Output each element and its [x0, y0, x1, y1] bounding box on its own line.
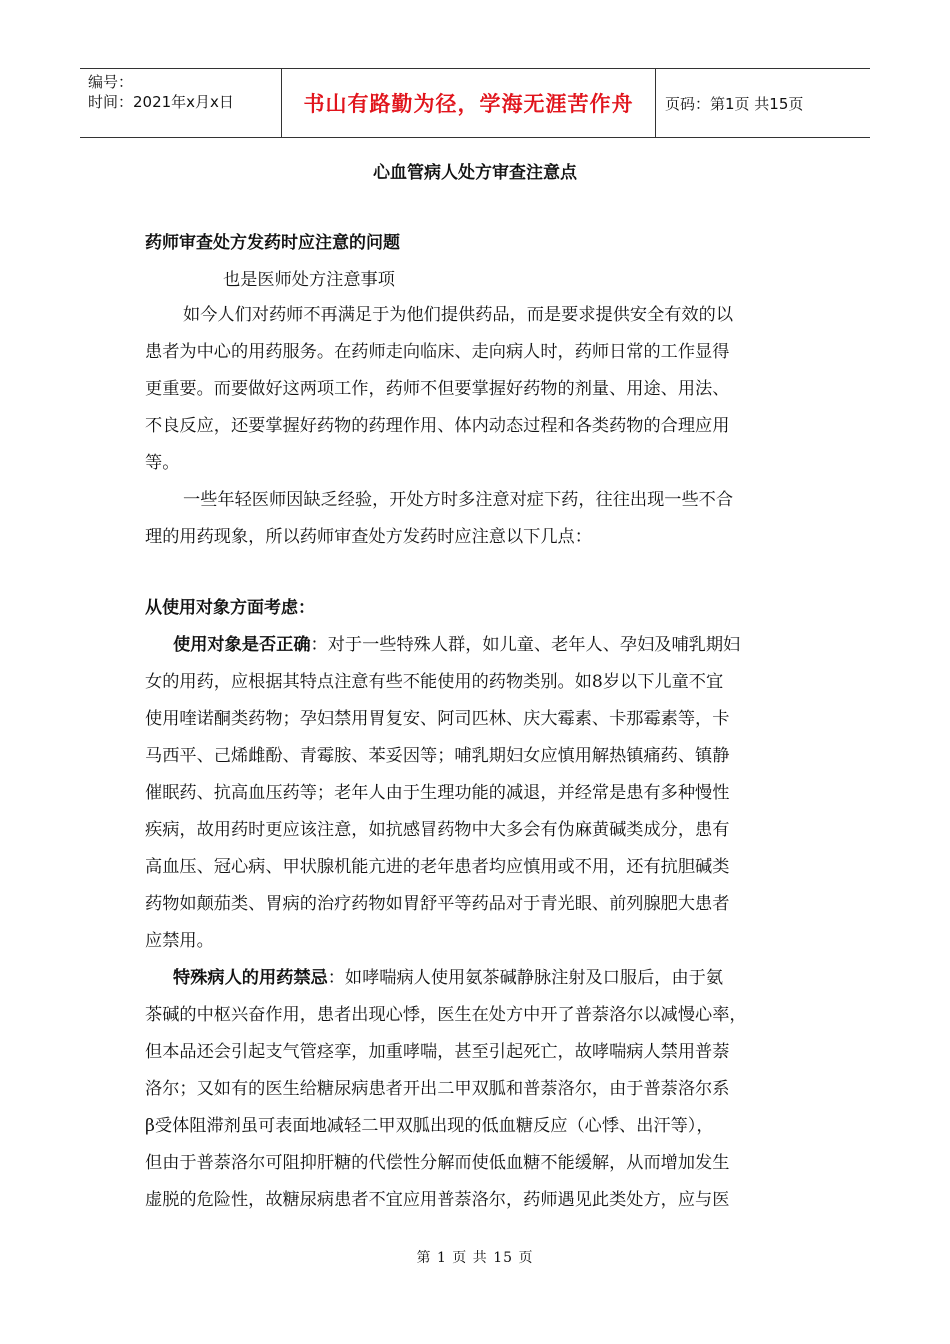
page-header [80, 68, 870, 138]
paragraph-line [173, 630, 740, 660]
document-number: 编号： [88, 73, 134, 91]
paragraph-line: 马西平、己烯雌酚、青霉胺、苯妥因等；哺乳期妇女应慎用解热镇痛药、镇静 [145, 746, 730, 766]
paragraph-line: 高血压、冠心病、甲状腺机能亢进的老年患者均应慎用或不用，还有抗胆碱类 [145, 857, 730, 877]
paragraph-line: 如今人们对药师不再满足于为他们提供药品，而是要求提供安全有效的以 [183, 305, 734, 325]
header-motto [282, 69, 656, 137]
paragraph-line: 使用喹诺酮类药物；孕妇禁用胃复安、阿司匹林、庆大霉素、卡那霉素等，卡 [145, 709, 730, 729]
paragraph-line: 但本品还会引起支气管痉挛，加重哮喘，甚至引起死亡，故哮喘病人禁用普萘 [145, 1042, 730, 1062]
paragraph-line: 一些年轻医师因缺乏经验，开处方时多注意对症下药，往往出现一些不合 [183, 490, 734, 510]
section-subheading: 也是医师处方注意事项 [223, 270, 395, 290]
paragraph-line: 不良反应，还要掌握好药物的药理作用、体内动态过程和各类药物的合理应用 [145, 416, 730, 436]
document-title: 心血管病人处方审查注意点 [373, 163, 577, 183]
paragraph-line: 虚脱的危险性，故糖尿病患者不宜应用普萘洛尔，药师遇见此类处方，应与医 [145, 1190, 730, 1210]
paragraph-line: 药物如颠茄类、胃病的治疗药物如胃舒平等药品对于青光眼、前列腺肥大患者 [145, 894, 730, 914]
paragraph-line: 理的用药现象，所以药师审查处方发药时应注意以下几点： [145, 527, 592, 547]
section-heading: 从使用对象方面考虑： [145, 598, 315, 618]
document-time: 时间：2021年x月x日 [88, 93, 234, 111]
paragraph-line: 疾病，故用药时更应该注意，如抗感冒药物中大多会有伪麻黄碱类成分，患有 [145, 820, 730, 840]
paragraph-text: ：对于一些特殊人群，如儿童、老年人、孕妇及哺乳期妇 [310, 635, 741, 655]
paragraph-line: 但由于普萘洛尔可阻抑肝糖的代偿性分解而使低血糖不能缓解，从而增加发生 [145, 1153, 730, 1173]
paragraph-line: 女的用药，应根据其特点注意有些不能使用的药物类别。如8岁以下儿童不宜 [145, 672, 724, 692]
paragraph-line: 患者为中心的用药服务。在药师走向临床、走向病人时，药师日常的工作显得 [145, 342, 730, 362]
paragraph-line: 洛尔；又如有的医生给糖尿病患者开出二甲双胍和普萘洛尔，由于普萘洛尔系 [145, 1079, 730, 1099]
paragraph-line [173, 963, 723, 993]
page-footer: 第 1 页 共 15 页 [416, 1250, 534, 1266]
paragraph-line: 茶碱的中枢兴奋作用，患者出现心悸，医生在处方中开了普萘洛尔以减慢心率， [145, 1005, 747, 1025]
paragraph-line: β受体阻滞剂虽可表面地减轻二甲双胍出现的低血糖反应（心悸、出汗等）， [145, 1116, 714, 1136]
paragraph-text: ：如哮喘病人使用氨茶碱静脉注射及口服后，由于氨 [327, 968, 724, 988]
header-page-info: 页码：第1页 共15页 [665, 94, 804, 113]
paragraph-lead: 特殊病人的用药禁忌 [173, 968, 328, 988]
paragraph-line: 等。 [145, 453, 180, 473]
motto-text: 书山有路勤为径，学海无涯苦作舟 [303, 92, 634, 116]
paragraph-lead: 使用对象是否正确 [173, 635, 311, 655]
header-meta [80, 69, 282, 137]
section-heading: 药师审查处方发药时应注意的问题 [145, 233, 400, 253]
paragraph-line: 催眠药、抗高血压药等；老年人由于生理功能的减退，并经常是患有多种慢性 [145, 783, 730, 803]
paragraph-line: 应禁用。 [145, 931, 214, 951]
paragraph-line: 更重要。而要做好这两项工作，药师不但要掌握好药物的剂量、用途、用法、 [145, 379, 730, 399]
